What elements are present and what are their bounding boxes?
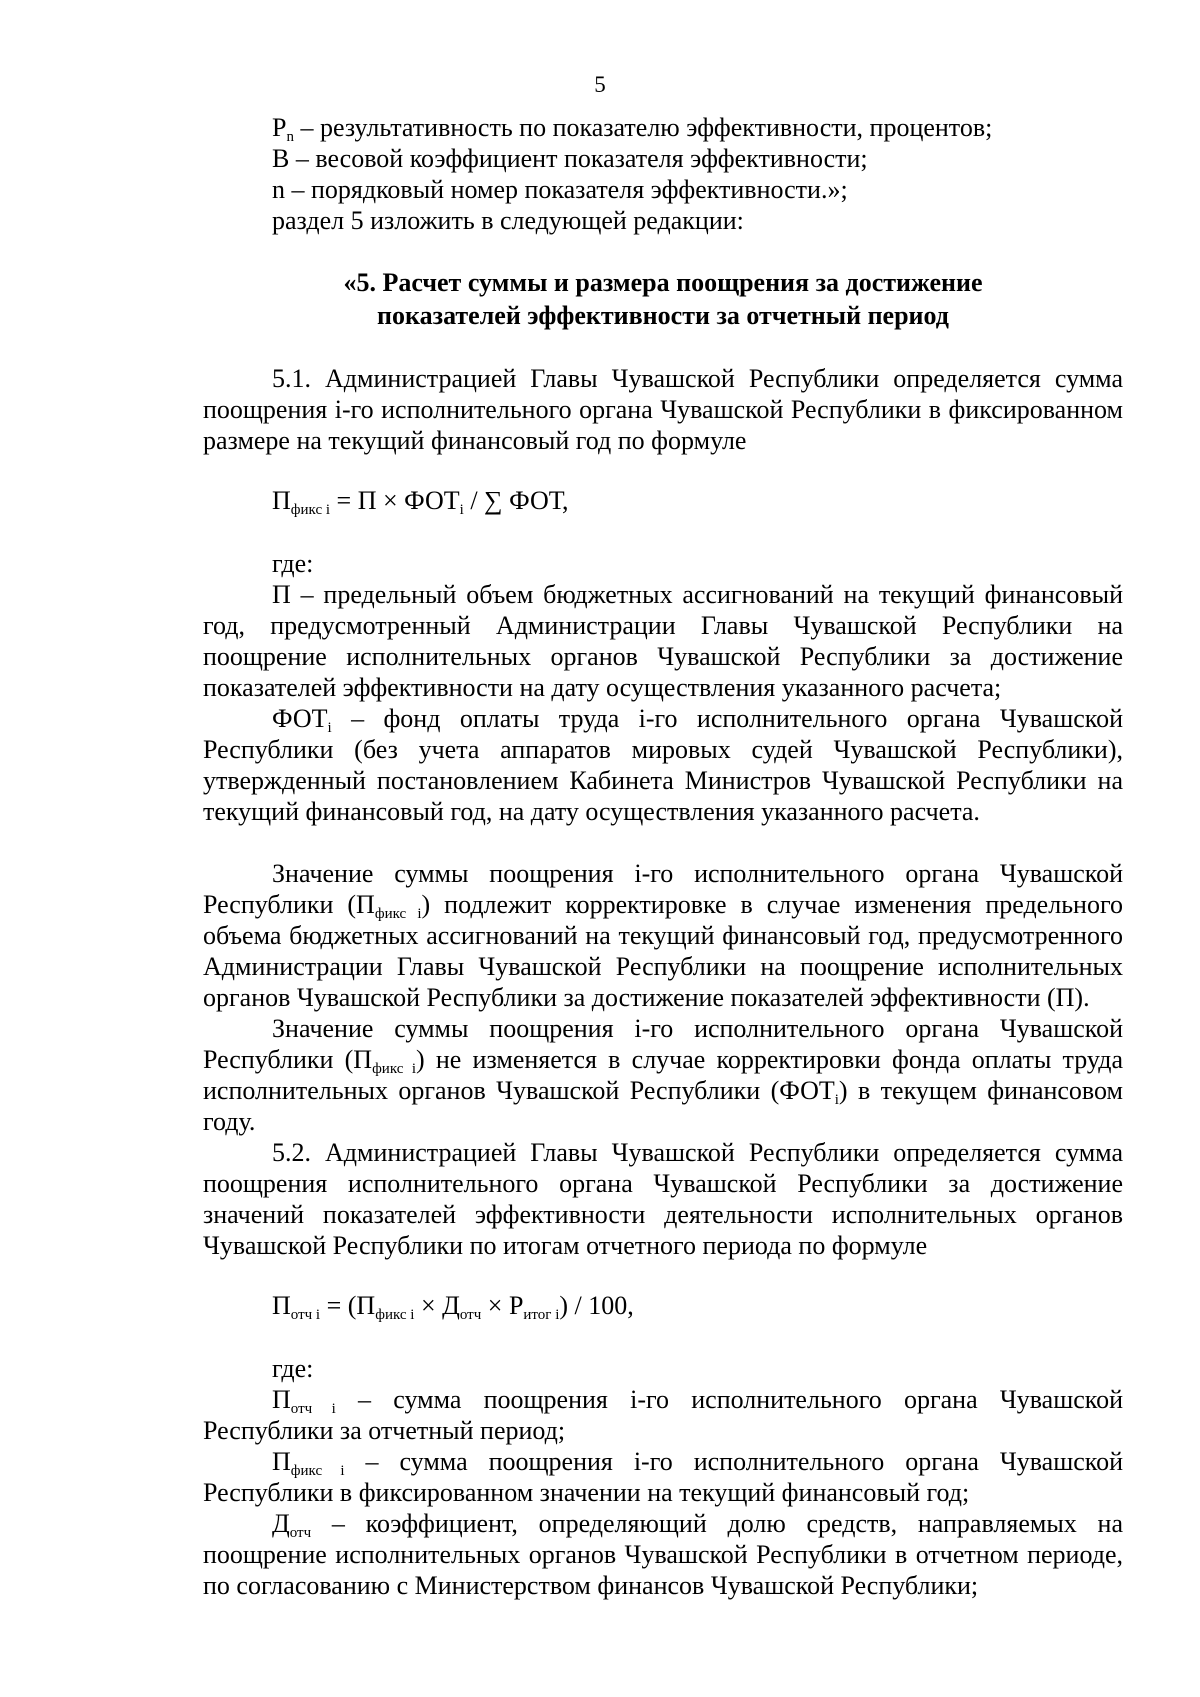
paragraph-5-1: 5.1. Администрацией Главы Чувашской Республики определяется сумма поощрения i-го исполнительного органа Чувашской Республики в фиксированном размере на текущий финансовый год по формуле (203, 364, 1123, 455)
fot-text: – фонд оплаты труда i-го исполнительного органа Чувашской Республики (без учета аппаратов мировых судей Чувашской Республики), утвержденный постановлением Кабинета Министров Чувашской Республики на текущий финансовый год, на дату осуществления указанного расчета. (203, 704, 1123, 826)
definition-potch (203, 1384, 1123, 1446)
definition-p: П – предельный объем бюджетных ассигнований на текущий финансовый год, предусмотренный Администрации Главы Чувашской Республики на поощрение исполнительных органов Чувашской Республики за достижение показателей эффективности на дату осуществления указанного расчета; (203, 580, 1123, 702)
dotch-text: – коэффициент, определяющий долю средств, направляемых на поощрение исполнительных органов Чувашской Республики в отчетном периоде, по согласованию с Министерством финансов Чувашской Республики; (203, 1509, 1123, 1600)
value2-subscript-2: i (834, 1092, 839, 1108)
formula2-part-1: П (272, 1291, 291, 1320)
potch-symbol: П (272, 1385, 291, 1414)
definition-pn (203, 112, 1123, 143)
formula1-lhs-subscript: фикс i (290, 502, 331, 518)
formula1-lhs: П (272, 486, 291, 515)
formula-reporting-amount (272, 1290, 1123, 1321)
value2-after: ) в текущем финансовом году. (203, 1076, 1123, 1136)
paragraph-value-unchanged (203, 1013, 1123, 1137)
value1-before: Значение суммы поощрения i-го исполнительного органа Чувашской Республики (П (203, 859, 1123, 919)
formula1-middle-subscript: i (459, 502, 464, 518)
formula2-part-5: ) / 100, (559, 1291, 634, 1320)
potch-subscript: отч i (290, 1401, 336, 1417)
document-body (203, 112, 1123, 1601)
pn-text: – результативность по показателю эффективности, процентов; (293, 113, 993, 142)
formula1-tail: / ∑ ФОТ, (463, 486, 569, 515)
definition-n: n – порядковый номер показателя эффективности.»; (272, 175, 848, 204)
section-instruction: раздел 5 изложить в следующей редакции: (272, 206, 744, 235)
pfiks-text: – сумма поощрения i-го исполнительного органа Чувашской Республики в фиксированном значении на текущий финансовый год; (203, 1447, 1123, 1507)
section-heading-line-2: показателей эффективности за отчетный период (377, 301, 949, 330)
dotch-subscript: отч (289, 1525, 312, 1541)
definition-b: В – весовой коэффициент показателя эффективности; (272, 144, 868, 173)
paragraph-value-correction (203, 858, 1123, 1013)
value2-middle: ) не изменяется в случае корректировки фонда оплаты труда исполнительных органов Чувашской Республики (ФОТ (203, 1045, 1123, 1105)
value1-after: ) подлежит корректировке в случае изменения предельного объема бюджетных ассигнований на текущий финансовый год, предусмотренного Администрации Главы Чувашской Республики на поощрение исполнительных органов Чувашской Республики за достижение показателей эффективности (П). (203, 890, 1123, 1012)
formula-fixed-amount (272, 485, 1123, 516)
page-number: 5 (594, 72, 606, 97)
formula2-sub-3: отч (459, 1307, 482, 1323)
formula2-part-2: = (П (320, 1291, 376, 1320)
pn-symbol: P (272, 113, 287, 142)
formula1-middle: = П × ФОТ (330, 486, 460, 515)
formula2-sub-1: отч i (290, 1307, 321, 1323)
dotch-symbol: Д (272, 1509, 290, 1538)
formula2-part-3: × Д (414, 1291, 460, 1320)
pfiks-subscript: фикс i (290, 1463, 345, 1479)
paragraph-5-2: 5.2. Администрацией Главы Чувашской Республики определяется сумма поощрения исполнительного органа Чувашской Республики за достижение значений показателей эффективности деятельности исполнительных органов Чувашской Республики по итогам отчетного периода по формуле (203, 1138, 1123, 1260)
pfiks-symbol: П (272, 1447, 291, 1476)
fot-symbol: ФОТ (272, 704, 328, 733)
pn-subscript: n (286, 129, 294, 145)
definition-pfiks (203, 1446, 1123, 1508)
value1-subscript: фикс i (374, 906, 422, 922)
value2-subscript: фикс i (372, 1061, 417, 1077)
where-label-2: где: (272, 1354, 314, 1383)
fot-subscript: i (327, 720, 332, 736)
formula2-part-4: × Р (481, 1291, 524, 1320)
value2-before: Значение суммы поощрения i-го исполнительного органа Чувашской Республики (П (203, 1014, 1123, 1074)
spacer (203, 827, 1123, 858)
where-label-1: где: (272, 549, 314, 578)
formula2-sub-2: фикс i (375, 1307, 415, 1323)
formula2-sub-4: итог i (523, 1307, 560, 1323)
definition-fot (203, 703, 1123, 827)
definition-dotch (203, 1508, 1123, 1601)
section-heading-line-1: «5. Расчет суммы и размера поощрения за достижение (343, 268, 983, 297)
section-heading (203, 266, 1123, 332)
potch-text: – сумма поощрения i-го исполнительного органа Чувашской Республики за отчетный период; (203, 1385, 1123, 1445)
